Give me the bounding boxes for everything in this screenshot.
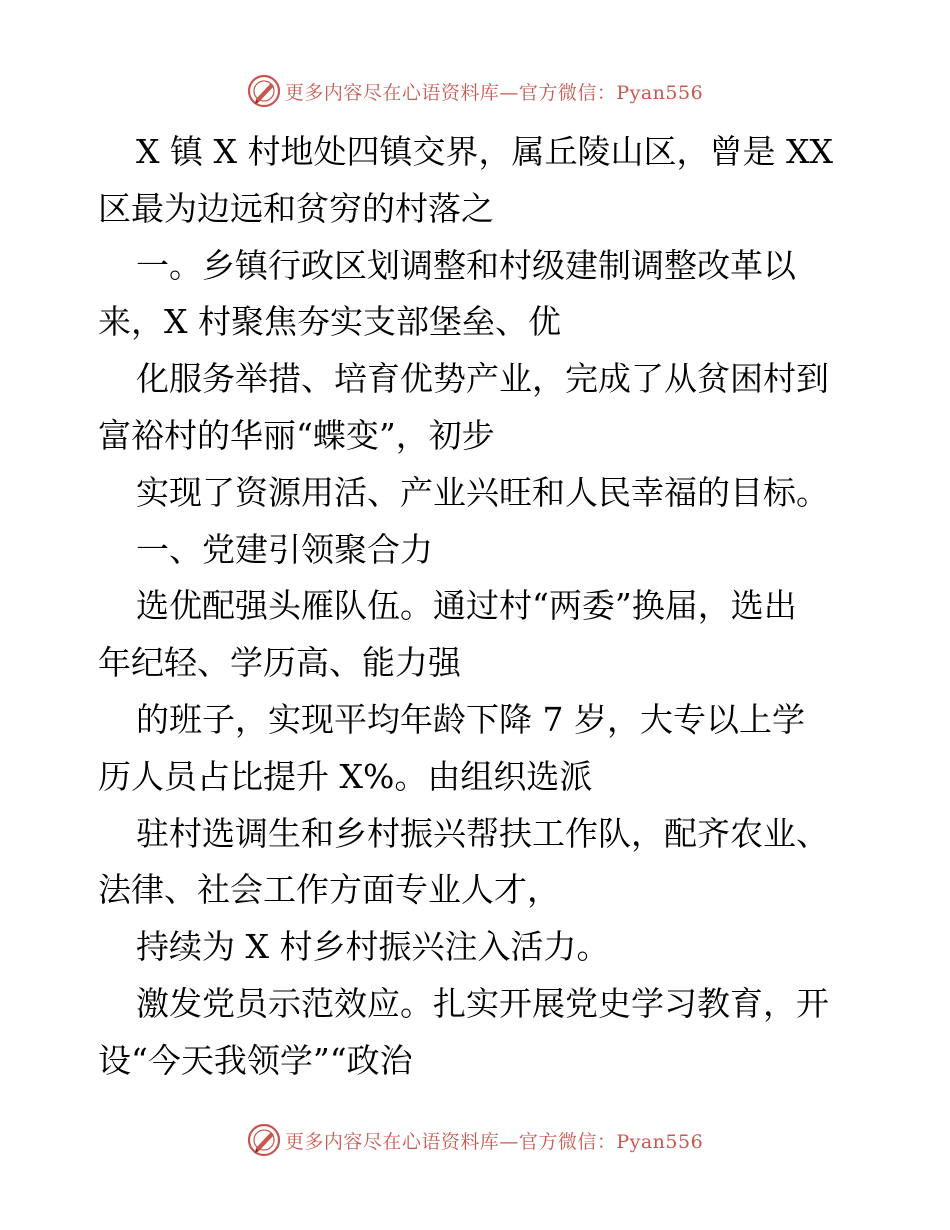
text-line: 选优配强头雁队伍。通过村“两委”换届，选出 xyxy=(136,586,797,626)
footer-watermark-banner xyxy=(0,1120,950,1160)
text-line: 设“今天我领学”“政治 xyxy=(98,1040,413,1080)
text-line: 法律、社会工作方面专业人才， xyxy=(98,870,560,910)
text-line: 区最为边远和贫穷的村落之 xyxy=(98,188,494,228)
text-line: 实现了资源用活、产业兴旺和人民幸福的目标。 xyxy=(136,472,829,512)
section-heading: 一、党建引领聚合力 xyxy=(136,529,433,569)
text-line: 激发党员示范效应。扎实开展党史学习教育，开 xyxy=(136,983,829,1023)
red-seal-logo-icon xyxy=(247,74,281,108)
footer-watermark-text: 更多内容尽在心语资料库—官方微信：Pyan556 xyxy=(284,1130,704,1153)
text-line: 年纪轻、学历高、能力强 xyxy=(98,643,461,683)
text-line: 历人员占比提升 X%。由组织选派 xyxy=(98,756,593,796)
text-line: X 镇 X 村地处四镇交界，属丘陵山区，曾是 XX xyxy=(136,132,833,171)
document-body xyxy=(98,124,858,1090)
text-line: 富裕村的华丽“蝶变”，初步 xyxy=(98,415,495,455)
text-line: 的班子，实现平均年龄下降 7 岁，大专以上学 xyxy=(136,699,805,739)
text-line: 来，X 村聚焦夯实支部堡垒、优 xyxy=(98,302,561,342)
text-line: 化服务举措、培育优势产业，完成了从贫困村到 xyxy=(136,359,829,399)
text-line: 驻村选调生和乡村振兴帮扶工作队，配齐农业、 xyxy=(136,813,829,853)
header-watermark-banner xyxy=(0,71,950,111)
text-line: 持续为 X 村乡村振兴注入活力。 xyxy=(136,927,610,967)
red-seal-logo-icon xyxy=(247,1123,281,1157)
header-watermark-text: 更多内容尽在心语资料库—官方微信：Pyan556 xyxy=(284,81,704,104)
text-line: 一。乡镇行政区划调整和村级建制调整改革以 xyxy=(136,245,796,285)
